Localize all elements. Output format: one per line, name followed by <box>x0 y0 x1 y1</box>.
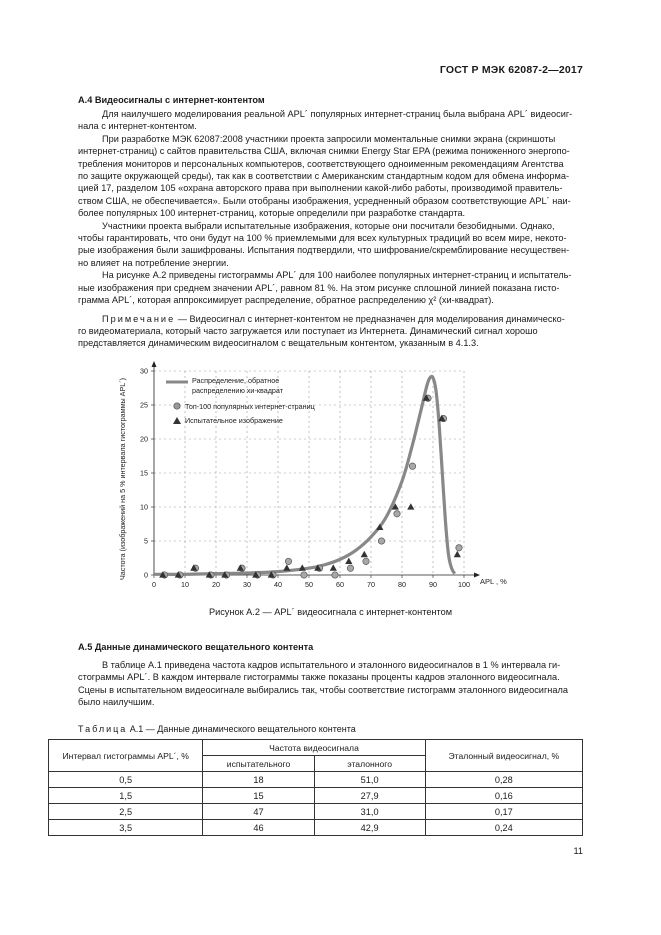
y-tick-label: 0 <box>144 570 148 580</box>
col-interval: Интервал гистограммы APL´, % <box>49 740 203 772</box>
section-a5-body: В таблице А.1 приведена частота кадров испытательного и эталонного видеосигналов в 1 % интервала ги- стограммы APL´. В каждом интервале гистограммы также показаны проценты кадров эталонного видеосигнала. Сцены в испытательном видеосигнале выбирались так, чтобы соответствие гистограмм эталонного видеосигнала было наилучшим. <box>78 660 568 708</box>
y-axis-arrow <box>152 361 157 367</box>
y-tick-label: 30 <box>140 366 148 376</box>
figure-caption: Рисунок А.2 — APL´ видеосигнала с интернет-контентом <box>208 607 453 617</box>
x-tick-label: 30 <box>243 580 251 589</box>
top100-point <box>285 558 291 564</box>
y-tick-label: 15 <box>140 468 148 478</box>
legend-test: Испытательное изображение <box>185 416 283 425</box>
table-row: 0,5 18 51,0 0,28 <box>49 772 583 788</box>
chart-legend <box>166 376 315 425</box>
test-image-point <box>407 503 414 509</box>
legend-curve-line1: Распределение, обратное <box>192 376 280 385</box>
x-tick-label: 60 <box>336 580 344 589</box>
top100-point <box>347 565 353 571</box>
col-reference: эталонного <box>314 756 425 772</box>
test-image-point <box>361 551 368 557</box>
top100-point <box>363 558 369 564</box>
note-label: Примечание <box>102 313 176 324</box>
chart-ylabel: Частота (изображений на 5 % интервала гистограммы APL´) <box>118 377 127 581</box>
paragraph-3: Участники проекта выбрали испытательные изображения, которые они посчитали безобидными. Однако, чтобы гарантировать, что они будут на 100 % приемлемыми для всех культурных традиций во всем мире, некото- рые изображения были зашифрованы. Испытания подтвердили, что шифрование/скремблирование несуществен- но влияет на потребление энергии. <box>78 220 570 268</box>
top100-point <box>301 572 307 578</box>
test-image-point <box>330 564 337 570</box>
paragraph-1-cont: нала с интернет-контентом. <box>78 121 197 132</box>
x-tick-label: 70 <box>367 580 375 589</box>
standard-header: ГОСТ Р МЭК 62087-2—2017 <box>439 64 583 76</box>
y-tick-label: 5 <box>144 536 148 546</box>
paragraph-2: При разработке МЭК 62087:2008 участники проекта запросили моментальные снимки экрана (скриншоты интернет-страниц) с сайтов правительства США, включая снимки Energy Star EPA (режима пониженного энергопо- требления мониторов и персональных компьютеров, соответствующего одноименным рекомендациям Агентства по защите окружающей среды), так как в соответствии с Американским стандартным кодом для обмена информа- цией 17, разделом 105 «охрана авторского права при выполнении какой-либо работы, производимой правитель- ством США, не обеспечивается». Были отобраны изображения, усредненный образом соответствующие APL´ наи- более популярных 100 интернет-страниц, которые определили при разработке стандарта. <box>78 133 571 219</box>
section-a5-title: А.5 Данные динамического вещательного контента <box>78 642 314 652</box>
y-tick-label: 20 <box>140 434 148 444</box>
table-caption: Таблица А.1 — Данные динамического вещательного контента <box>78 724 356 734</box>
section-a4-title: А.4 Видеосигналы с интернет-контентом <box>78 95 265 105</box>
top100-point <box>456 545 462 551</box>
page-number: 11 <box>573 846 583 856</box>
data-table <box>48 739 583 836</box>
top100-point <box>394 511 400 517</box>
chart-xlabel: APL , % <box>480 577 507 586</box>
test-image-point <box>345 558 352 564</box>
x-tick-label: 40 <box>274 580 282 589</box>
test-image-point <box>283 564 290 570</box>
col-group-frequency: Частота видеосигнала <box>203 740 425 756</box>
y-tick-label: 25 <box>140 400 148 410</box>
x-tick-label: 80 <box>398 580 406 589</box>
legend-curve-line2: распределению хи-квадрат <box>192 386 284 395</box>
table-row: 2,5 47 31,0 0,17 <box>49 804 583 820</box>
x-tick-label: 100 <box>458 580 470 589</box>
x-tick-label: 90 <box>429 580 437 589</box>
col-reference-percent: Эталонный видеосигнал, % <box>425 740 582 772</box>
paragraph-1: Для наилучшего моделирования реальной APL´ популярных интернет-страниц была выбрана APL´ видеосиг- <box>102 109 573 119</box>
table-row: 3,5 46 42,9 0,24 <box>49 820 583 836</box>
col-test: испытательного <box>203 756 314 772</box>
y-tick-label: 10 <box>140 502 148 512</box>
x-tick-label: 50 <box>305 580 313 589</box>
top100-point <box>332 572 338 578</box>
chart-ticks <box>140 367 470 590</box>
x-tick-label: 0 <box>152 580 156 589</box>
section-a4-body <box>78 108 584 350</box>
table-row: 1,5 15 27,9 0,16 <box>49 788 583 804</box>
x-tick-label: 20 <box>212 580 220 589</box>
note: Примечание — Видеосигнал с интернет-контентом не предназначен для моделирования динамическо- го видеоматериала, который часто загружается или поступает из Интернета. Динамический сигнал хорошо представляется динамическим видеосигналом с вещательным контентом, указанным в 4.1.3. <box>78 313 565 349</box>
top100-point <box>378 538 384 544</box>
test-image-point <box>454 551 461 557</box>
top100-point <box>409 463 415 469</box>
x-tick-label: 10 <box>181 580 189 589</box>
apl-chart <box>112 355 532 600</box>
legend-top100: Топ-100 популярных интернет-страниц <box>185 402 315 411</box>
paragraph-4: На рисунке А.2 приведены гистограммы APL´ для 100 наиболее популярных интернет-страниц и испытатель- ные изображения при среднем значении APL´, равном 81 %. На этом рисунке сплошной линией показана гисто- грамма APL´, которая аппроксимирует распределение, обратное распределению χ² (хи-квадрат). <box>78 270 572 306</box>
